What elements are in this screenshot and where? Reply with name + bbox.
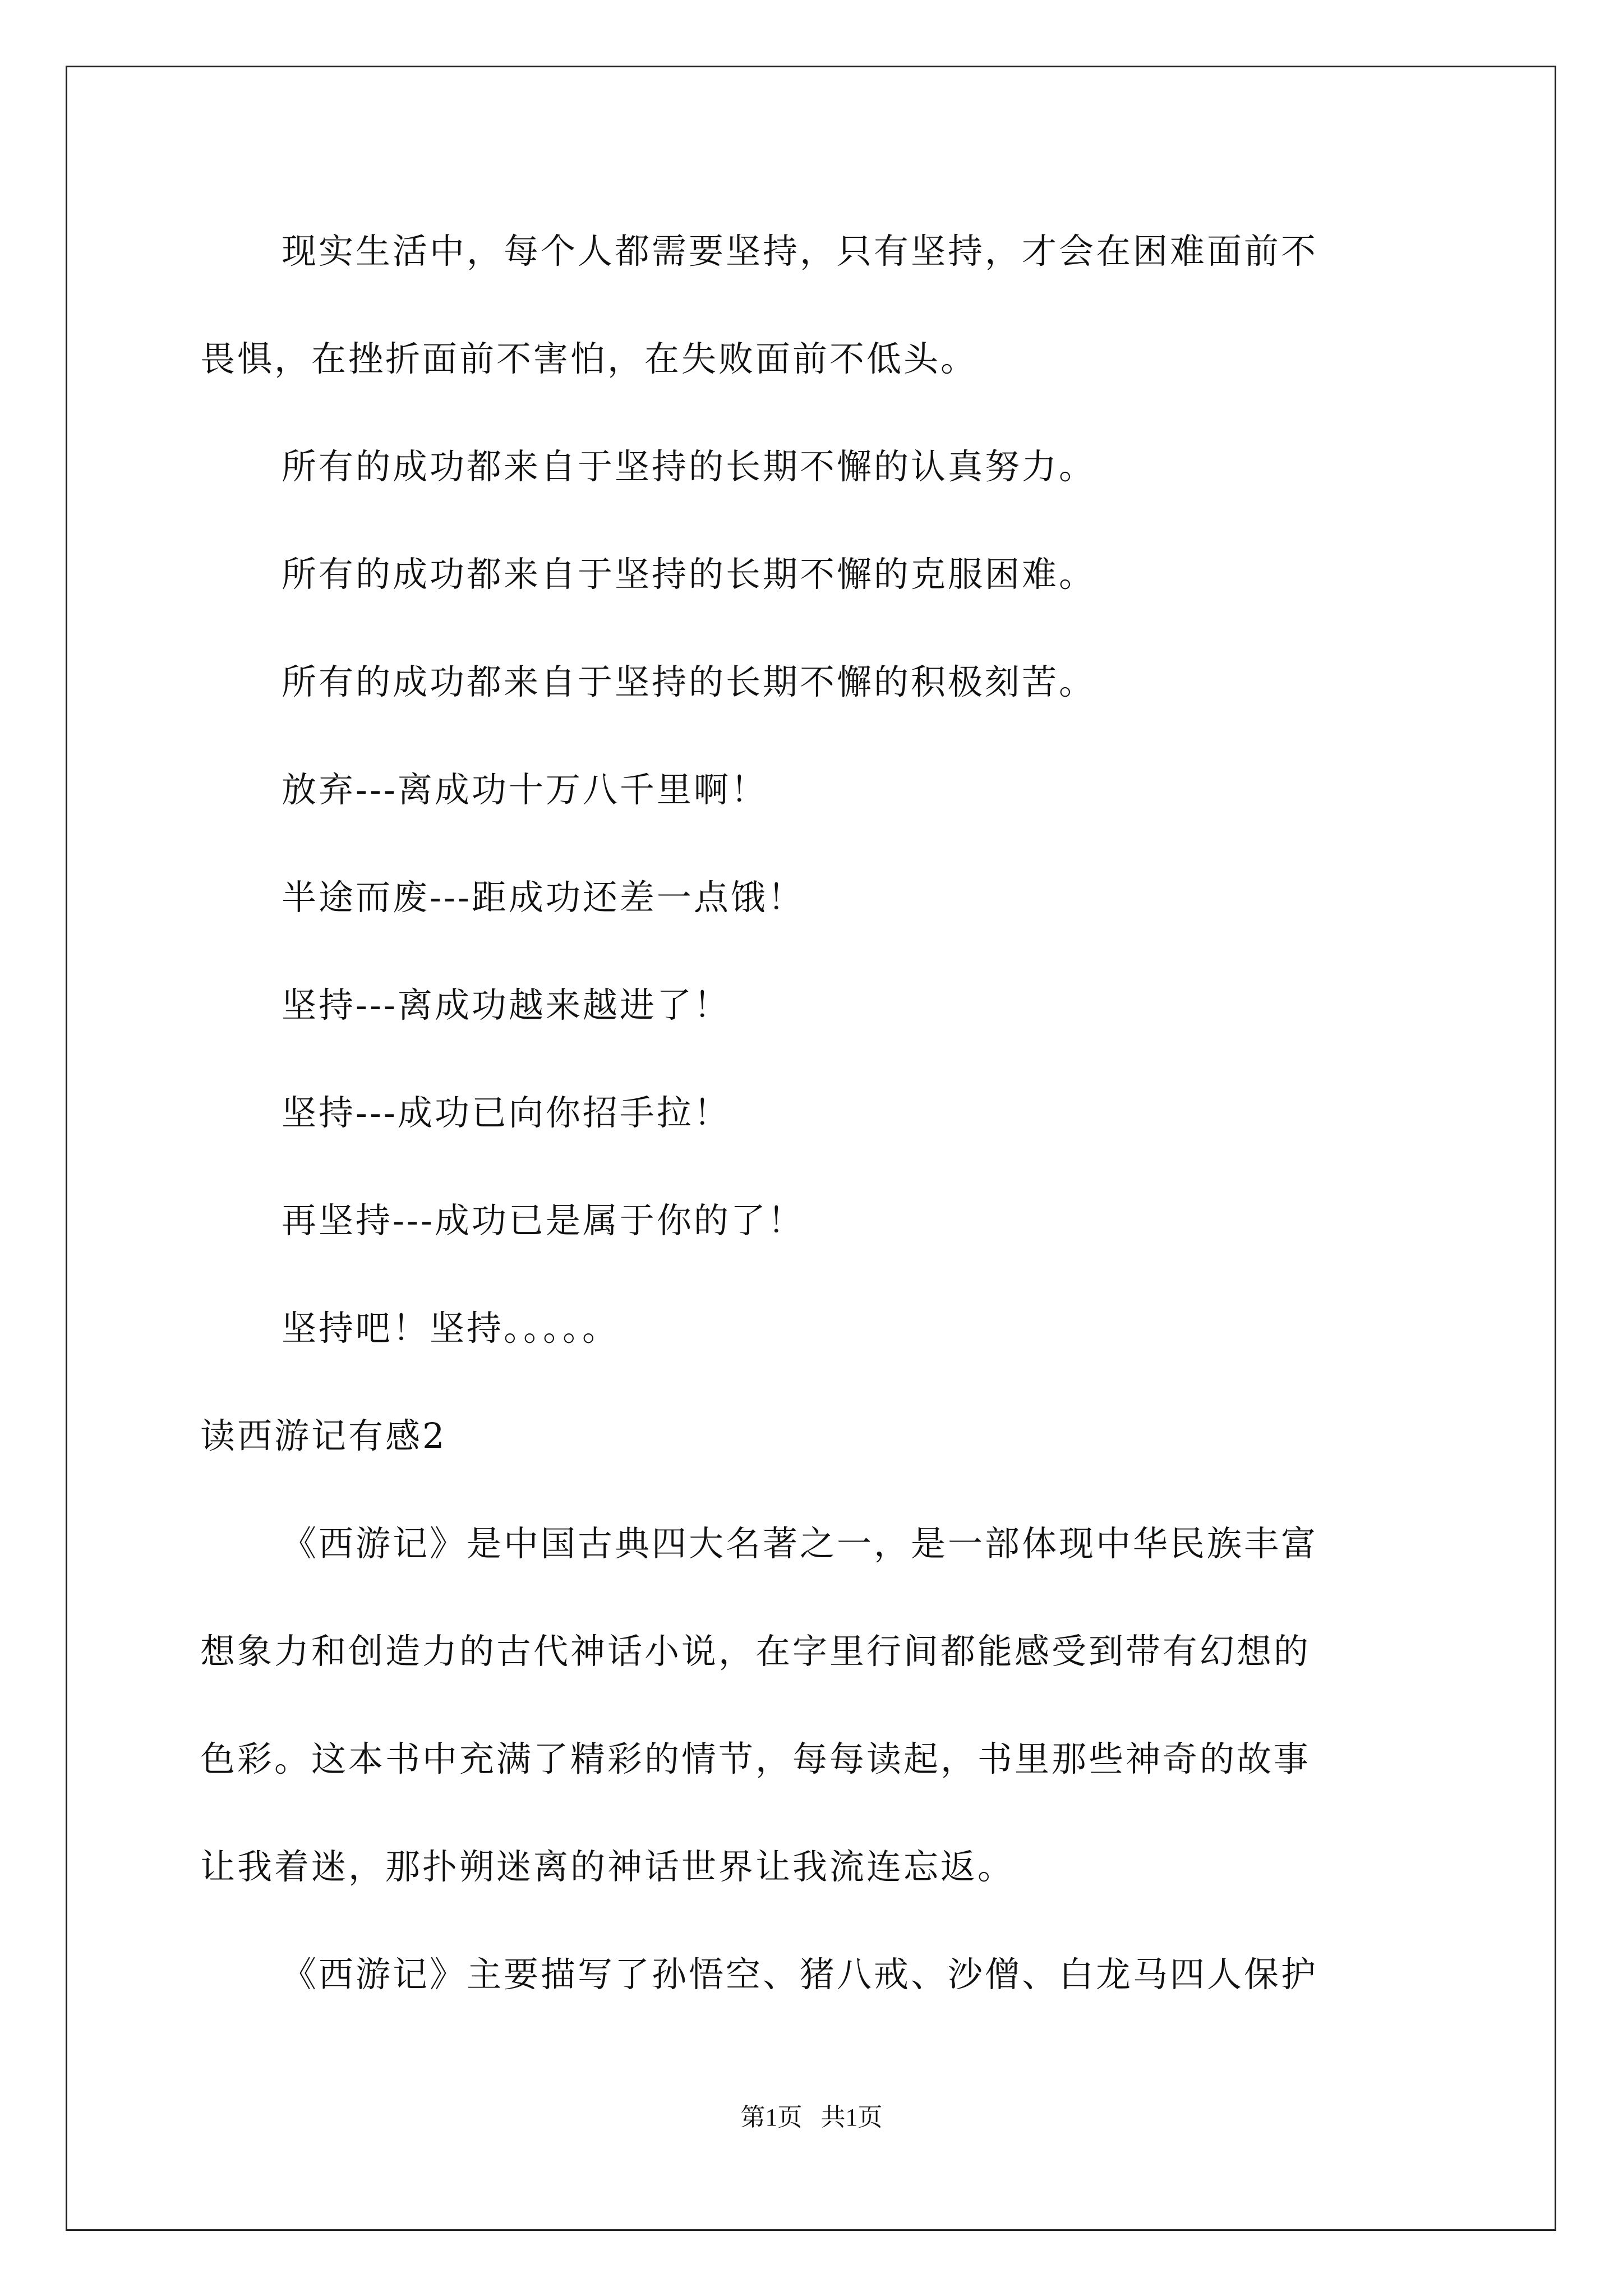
paragraph-line: 《西游记》是中国古典四大名著之一，是一部体现中华民族丰富: [282, 1523, 1318, 1564]
paragraph-line: 畏惧，在挫折面前不害怕，在失败面前不低头。: [200, 338, 978, 379]
paragraph-line: 所有的成功都来自于坚持的长期不懈的认真努力。: [282, 446, 1096, 487]
section-heading: 读西游记有感2: [200, 1415, 447, 1456]
paragraph-line: 坚持吧！坚持。。。。。: [282, 1308, 620, 1349]
paragraph-line: 《西游记》主要描写了孙悟空、猪八戒、沙僧、白龙马四人保护: [282, 1954, 1318, 1995]
paragraph-line: 所有的成功都来自于坚持的长期不懈的积极刻苦。: [282, 661, 1096, 702]
paragraph-line: 让我着迷，那扑朔迷离的神话世界让我流连忘返。: [200, 1846, 1015, 1887]
page-number-footer: 第1页 共1页: [740, 2104, 883, 2131]
paragraph-line: 半途而废---距成功还差一点饿！: [282, 877, 805, 918]
paragraph-line: 坚持---成功已向你招手拉！: [282, 1092, 731, 1133]
paragraph-line: 再坚持---成功已是属于你的了！: [282, 1200, 805, 1241]
paragraph-line: 现实生活中，每个人都需要坚持，只有坚持，才会在困难面前不: [282, 231, 1318, 272]
paragraph-line: 色彩。这本书中充满了精彩的情节，每每读起，书里那些神奇的故事: [200, 1738, 1311, 1779]
paragraph-line: 放弃---离成功十万八千里啊！: [282, 769, 768, 810]
paragraph-line: 想象力和创造力的古代神话小说，在字里行间都能感受到带有幻想的: [200, 1631, 1311, 1672]
page-border: [66, 66, 1556, 2231]
paragraph-line: 坚持---离成功越来越进了！: [282, 984, 731, 1025]
paragraph-line: 所有的成功都来自于坚持的长期不懈的克服困难。: [282, 554, 1096, 595]
